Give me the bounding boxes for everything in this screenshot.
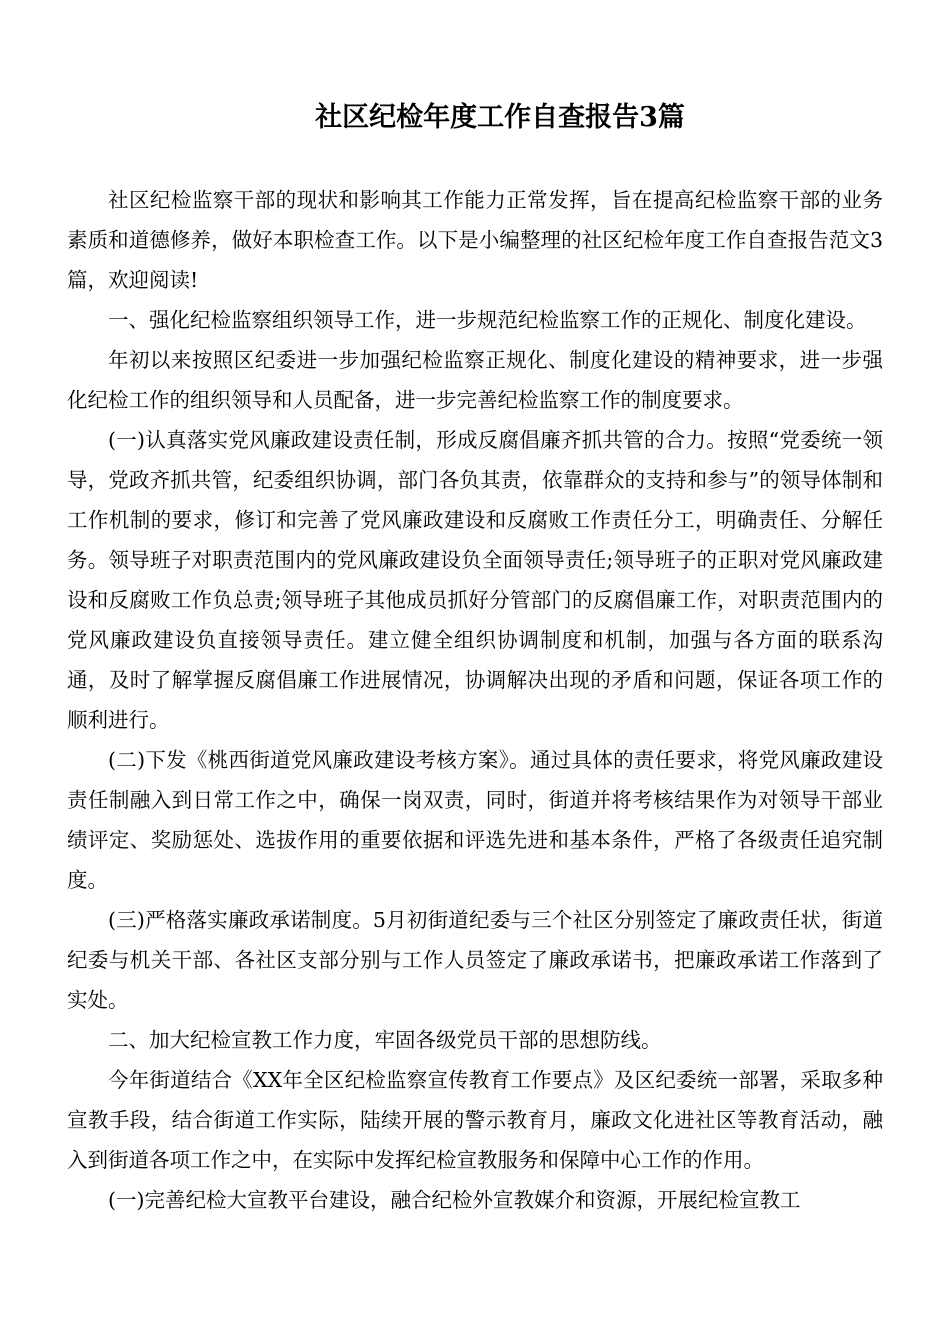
paragraph-item-2-1: (一)完善纪检大宣教平台建设，融合纪检外宣教媒介和资源，开展纪检宣教工 [108,1188,801,1212]
paragraph-section-2-intro: 今年街道结合《XX年全区纪检监察宣传教育工作要点》及区纪委统一部署，采取多种宣教手段，结合街道工作实际，陆续开展的警示教育月，廉政文化进社区等教育活动，融入到街道各项工作之中，在实际中发挥纪检宣教服务和保障中心工作的作用。 [67,1068,883,1172]
paragraph-section-1-heading: 一、强化纪检监察组织领导工作，进一步规范纪检监察工作的正规化、制度化建设。 [108,308,867,332]
paragraph-intro: 社区纪检监察干部的现状和影响其工作能力正常发挥，旨在提高纪检监察干部的业务素质和道德修养，做好本职检查工作。以下是小编整理的社区纪检年度工作自查报告范文3篇，欢迎阅读! [67,188,883,292]
paragraph-section-2-heading: 二、加大纪检宣教工作力度，牢固各级党员干部的思想防线。 [108,1028,662,1052]
document-body [67,180,883,1220]
document-title: 社区纪检年度工作自查报告3篇 [315,102,685,133]
paragraph-item-1-3: (三)严格落实廉政承诺制度。5月初街道纪委与三个社区分别签定了廉政责任状，街道纪委与机关干部、各社区支部分别与工作人员签定了廉政承诺书，把廉政承诺工作落到了实处。 [67,908,883,1012]
paragraph-item-1-2: (二)下发《桃西街道党风廉政建设考核方案》。通过具体的责任要求，将党风廉政建设责任制融入到日常工作之中，确保一岗双责，同时，街道并将考核结果作为对领导干部业绩评定、奖励惩处、选拔作用的重要依据和评选先进和基本条件，严格了各级责任追究制度。 [67,748,883,892]
paragraph-item-1-1: (一)认真落实党风廉政建设责任制，形成反腐倡廉齐抓共管的合力。按照“党委统一领导，党政齐抓共管，纪委组织协调，部门各负其责，依靠群众的支持和参与”的领导体制和工作机制的要求，修订和完善了党风廉政建设和反腐败工作责任分工，明确责任、分解任务。领导班子对职责范围内的党风廉政建设负全面领导责任;领导班子的正职对党风廉政建设和反腐败工作负总责;领导班子其他成员抓好分管部门的反腐倡廉工作，对职责范围内的党风廉政建设负直接领导责任。建立健全组织协调制度和机制，加强与各方面的联系沟通，及时了解掌握反腐倡廉工作进展情况，协调解决出现的矛盾和问题，保证各项工作的顺利进行。 [67,428,883,732]
paragraph-section-1-intro: 年初以来按照区纪委进一步加强纪检监察正规化、制度化建设的精神要求，进一步强化纪检工作的组织领导和人员配备，进一步完善纪检监察工作的制度要求。 [67,348,883,412]
